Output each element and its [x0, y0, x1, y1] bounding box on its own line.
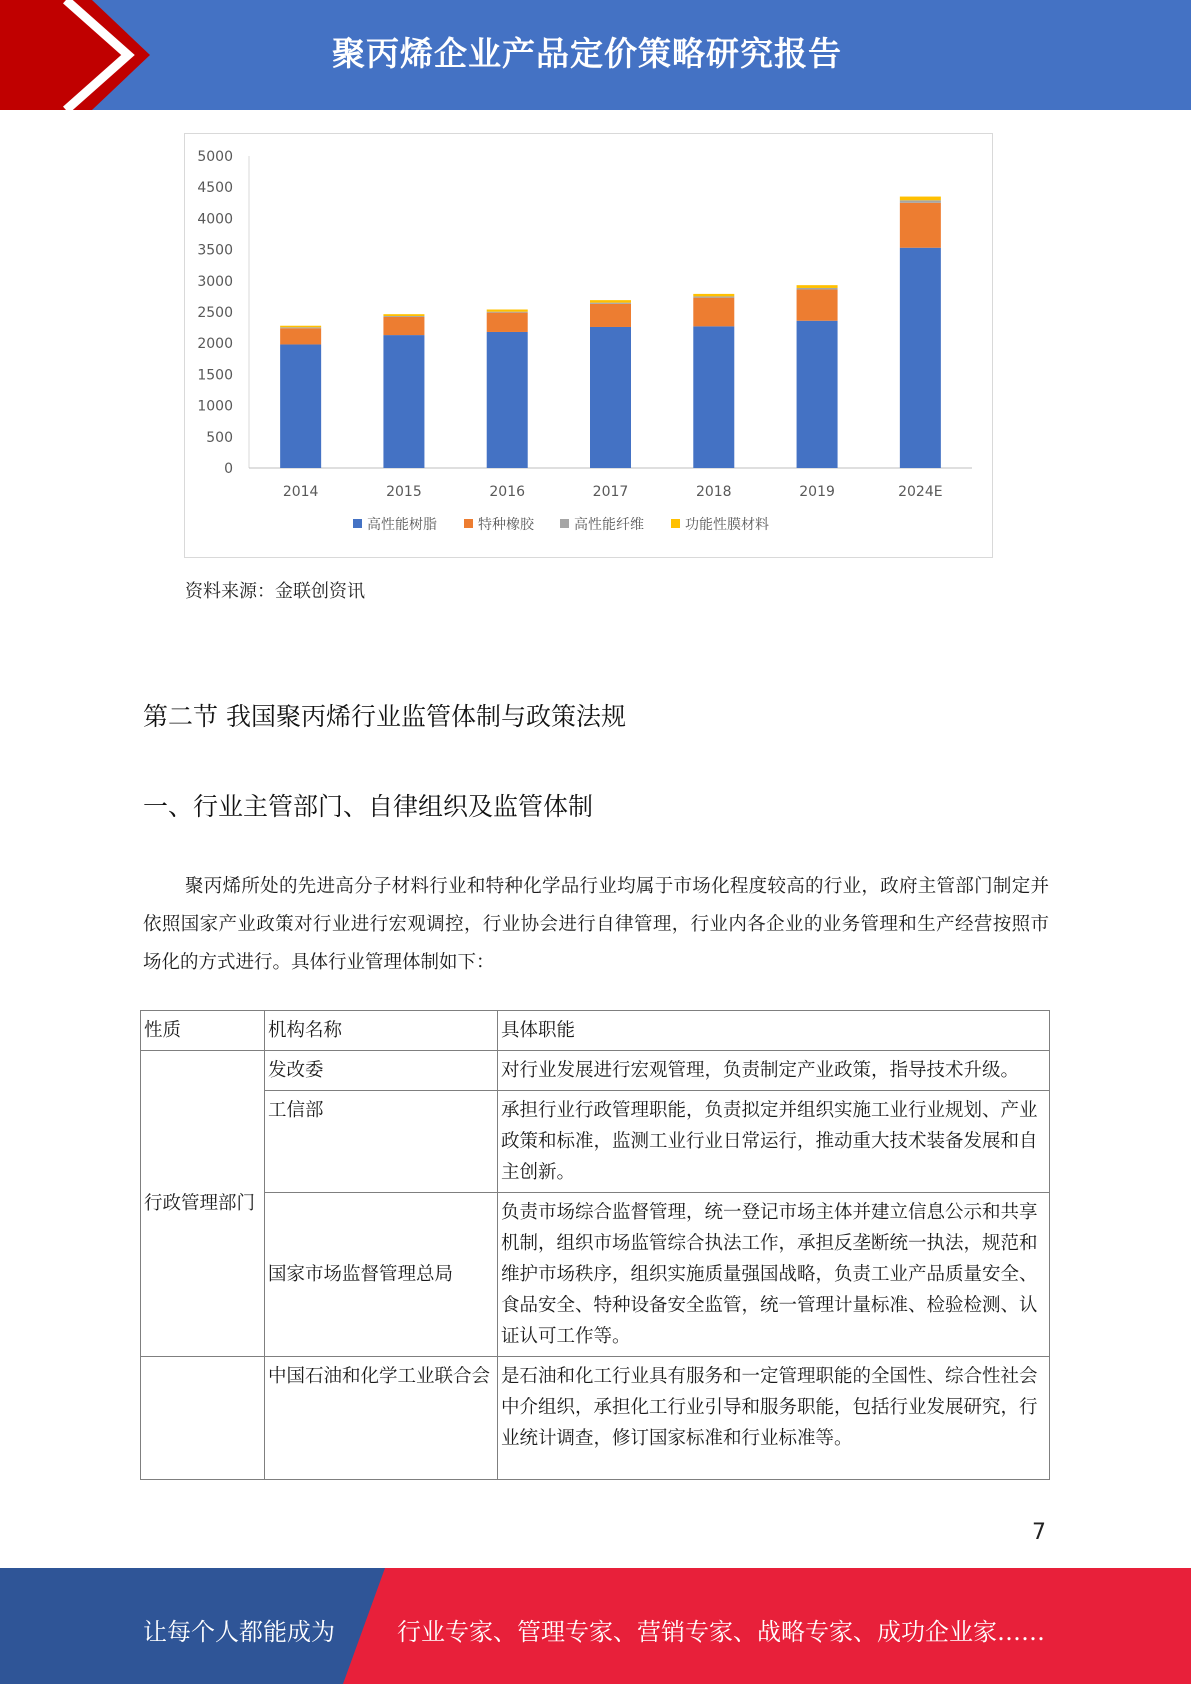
table-cell-duty: 是石油和化工行业具有服务和一定管理职能的全国性、综合性社会中介组织，承担化工行业引导和服务职能，包括行业发展研究，行业统计调查，修订国家标准和行业标准等。	[498, 1357, 1050, 1480]
table-row	[141, 1357, 1050, 1480]
stacked-bar-chart	[184, 133, 993, 558]
legend-label: 高性能纤维	[574, 517, 644, 533]
bar-segment	[280, 326, 321, 328]
table-header-cell: 机构名称	[265, 1011, 498, 1051]
table-row	[141, 1193, 1050, 1357]
page-number: 7	[1032, 1520, 1046, 1545]
bar-segment	[693, 326, 734, 468]
report-title: 聚丙烯企业产品定价策略研究报告	[332, 34, 842, 73]
bar-segment	[383, 317, 424, 335]
table-cell-org: 中国石油和化学工业联合会	[265, 1357, 498, 1480]
regulatory-table	[140, 1010, 1050, 1480]
bar-segment	[797, 288, 838, 290]
bar-segment	[590, 304, 631, 327]
table-cell-org: 国家市场监督管理总局	[265, 1193, 498, 1357]
legend-label: 特种橡胶	[478, 517, 534, 533]
y-tick-label: 4000	[197, 211, 233, 228]
legend-label: 高性能树脂	[367, 517, 437, 533]
footer-slogan-right: 行业专家、管理专家、营销专家、战略专家、成功企业家……	[397, 1618, 1045, 1646]
table-cell-duty: 承担行业行政管理职能，负责拟定并组织实施工业行业规划、产业政策和标准，监测工业行业日常运行，推动重大技术装备发展和自主创新。	[498, 1091, 1050, 1193]
table-cell-org: 发改委	[265, 1051, 498, 1091]
y-tick-label: 2500	[197, 305, 233, 321]
body-paragraph: 聚丙烯所处的先进高分子材料行业和特种化学品行业均属于市场化程度较高的行业，政府主管部门制定并依照国家产业政策对行业进行宏观调控，行业协会进行自律管理，行业内各企业的业务管理和生产经营按照市场化的方式进行。具体行业管理体制如下：	[143, 876, 1049, 973]
x-tick-label: 2017	[592, 484, 629, 500]
y-tick-label: 1500	[197, 367, 233, 384]
legend-swatch	[353, 519, 362, 528]
table-header-cell: 具体职能	[498, 1011, 1050, 1051]
bar-segment	[900, 200, 941, 202]
bar-segment	[487, 313, 528, 332]
table-group-cell	[141, 1357, 265, 1480]
x-tick-label: 2024E	[898, 484, 943, 500]
bar-segment	[280, 344, 321, 468]
y-tick-label: 500	[206, 429, 233, 446]
legend-label: 功能性膜材料	[685, 517, 769, 533]
table-row	[141, 1091, 1050, 1193]
table-row	[141, 1051, 1050, 1091]
bar-segment	[797, 290, 838, 321]
x-tick-label: 2019	[799, 484, 835, 500]
legend-swatch	[464, 519, 473, 528]
legend-swatch	[560, 519, 569, 528]
x-tick-label: 2014	[282, 484, 319, 500]
y-tick-label: 3500	[197, 242, 233, 259]
bar-segment	[797, 285, 838, 288]
bar-segment	[383, 316, 424, 317]
page-footer	[0, 1568, 1191, 1684]
chart-canvas	[185, 134, 994, 559]
table-cell-duty: 负责市场综合监督管理，统一登记市场主体并建立信息公示和共享机制，组织市场监管综合执法工作，承担反垄断统一执法，规范和维护市场秩序，组织实施质量强国战略，负责工业产品质量安全、食品安全、特种设备安全监管，统一管理计量标准、检验检测、认证认可工作等。	[498, 1193, 1050, 1357]
bar-segment	[280, 327, 321, 328]
table-header-cell: 性质	[141, 1011, 265, 1051]
chart-source-note: 资料来源：金联创资讯	[185, 581, 365, 602]
table-header-row	[141, 1011, 1050, 1051]
bar-segment	[383, 314, 424, 316]
header-red-arrow-icon	[0, 0, 150, 110]
bar-segment	[693, 298, 734, 327]
table-cell-duty: 对行业发展进行宏观管理，负责制定产业政策，指导技术升级。	[498, 1051, 1050, 1091]
bar-segment	[590, 303, 631, 304]
bar-segment	[590, 300, 631, 302]
bar-segment	[383, 335, 424, 468]
footer-slogan-left: 让每个人都能成为	[143, 1618, 335, 1646]
bar-segment	[487, 310, 528, 312]
bar-segment	[900, 203, 941, 248]
y-tick-label: 2000	[197, 336, 233, 353]
bar-segment	[693, 294, 734, 296]
section-title: 第二节 我国聚丙烯行业监管体制与政策法规	[143, 702, 626, 731]
bar-segment	[900, 197, 941, 201]
bar-segment	[487, 332, 528, 468]
bar-segment	[590, 327, 631, 468]
bar-segment	[693, 296, 734, 297]
x-tick-label: 2015	[386, 484, 422, 500]
bar-segment	[900, 248, 941, 468]
y-tick-label: 5000	[197, 149, 233, 165]
bar-segment	[487, 312, 528, 313]
table-group-cell: 行政管理部门	[141, 1051, 265, 1357]
y-tick-label: 4500	[197, 180, 233, 197]
page-header	[0, 0, 1191, 110]
bar-segment	[797, 321, 838, 468]
legend-swatch	[671, 519, 680, 528]
table-cell-org: 工信部	[265, 1091, 498, 1193]
x-tick-label: 2016	[489, 484, 526, 500]
x-tick-label: 2018	[695, 484, 732, 500]
y-tick-label: 1000	[197, 398, 233, 415]
y-tick-label: 3000	[197, 273, 233, 290]
subsection-title: 一、行业主管部门、自律组织及监管体制	[143, 792, 594, 821]
bar-segment	[280, 328, 321, 344]
y-tick-label: 0	[224, 461, 233, 477]
